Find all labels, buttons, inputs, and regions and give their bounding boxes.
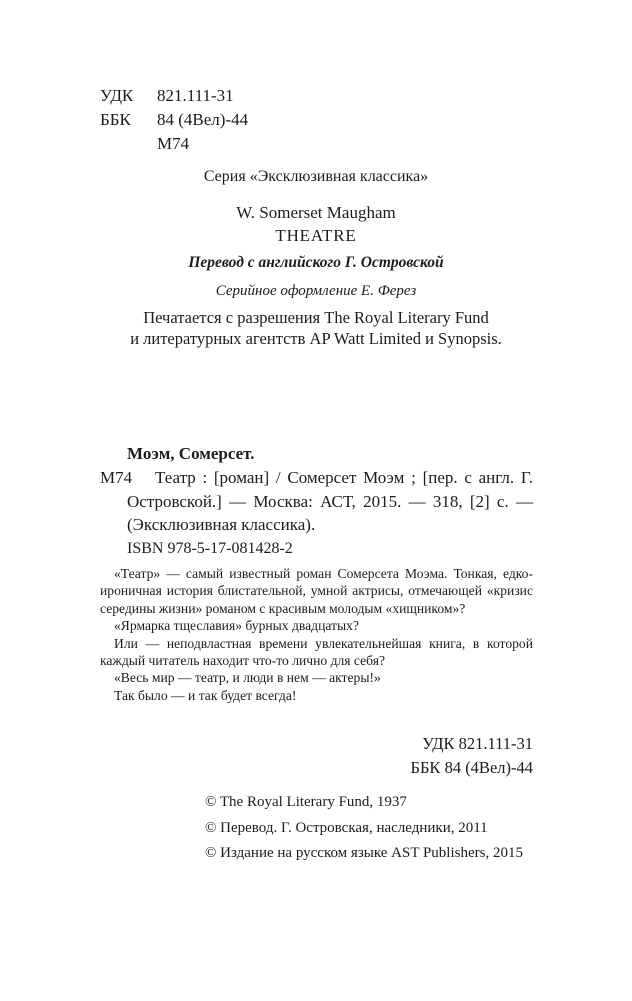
- bottom-codes-block: [100, 732, 533, 780]
- bbk-top-line: [100, 108, 248, 132]
- series-title: Серия «Эксклюзивная классика»: [203, 168, 429, 185]
- catalog-entry-wrap: [100, 466, 533, 537]
- annotation-paragraph: «Театр» — самый известный роман Сомерсета Моэма. Тонкая, едко-ироничная история блистательной, умной актрисы, отмечающей «кризис середины жизни» романом с красивым молодым «хищником»?: [100, 566, 533, 616]
- udk-bottom: УДК 821.111-31: [422, 734, 533, 753]
- original-author: W. Somerset Maugham: [236, 203, 396, 222]
- copyright-line: © Издание на русском языке AST Publishers, 2015: [205, 845, 523, 861]
- annotation-paragraph: Так было — и так будет всегда!: [114, 687, 297, 703]
- copyright-line: © The Royal Literary Fund, 1937: [205, 794, 407, 810]
- permission-notice: [0, 307, 632, 349]
- catalog-author: Моэм, Сомерсет.: [127, 444, 255, 463]
- annotation-paragraph: Или — неподвластная времени увлекательнейшая книга, в которой каждый читатель находит что-то лично для себя?: [100, 635, 533, 669]
- translation-credit: Перевод с английского Г. Островской: [188, 254, 444, 271]
- author-code-catalog: М74: [100, 468, 133, 487]
- top-codes-block: [100, 84, 248, 156]
- isbn: ISBN 978-5-17-081428-2: [127, 540, 293, 557]
- bbk-label: ББК: [100, 110, 131, 129]
- bbk-value: 84 (4Вел)-44: [157, 110, 249, 129]
- udk-label: УДК: [100, 86, 134, 105]
- author-code-top: М74: [157, 134, 190, 153]
- udk-value: 821.111-31: [157, 86, 234, 105]
- annotation-paragraph: «Ярмарка тщеславия» бурных двадцатых?: [114, 618, 359, 634]
- annotation-paragraph: «Весь мир — театр, и люди в нем — актеры!»: [114, 670, 381, 686]
- permission-line-1: Печатается с разрешения The Royal Literary Fund: [143, 308, 489, 327]
- copyright-block: [205, 790, 523, 867]
- permission-line-2: и литературных агентств AP Watt Limited и Synopsis.: [130, 329, 502, 348]
- bbk-bottom: ББК 84 (4Вел)-44: [410, 758, 533, 777]
- catalog-card: [100, 444, 533, 537]
- original-title: THEATRE: [275, 226, 357, 245]
- copyright-line: © Перевод. Г. Островская, наследники, 2011: [205, 819, 488, 836]
- original-title-block: [0, 201, 632, 247]
- udk-top-line: [100, 84, 248, 108]
- annotation-block: [100, 565, 533, 704]
- catalog-entry: Театр : [роман] / Сомерсет Моэм ; [пер. с англ. Г. Островской.] — Москва: АСТ, 2015. — 318, [2] с. — (Эксклюзивная классика).: [127, 468, 533, 534]
- design-credit: Серийное оформление Е. Ферез: [215, 283, 417, 299]
